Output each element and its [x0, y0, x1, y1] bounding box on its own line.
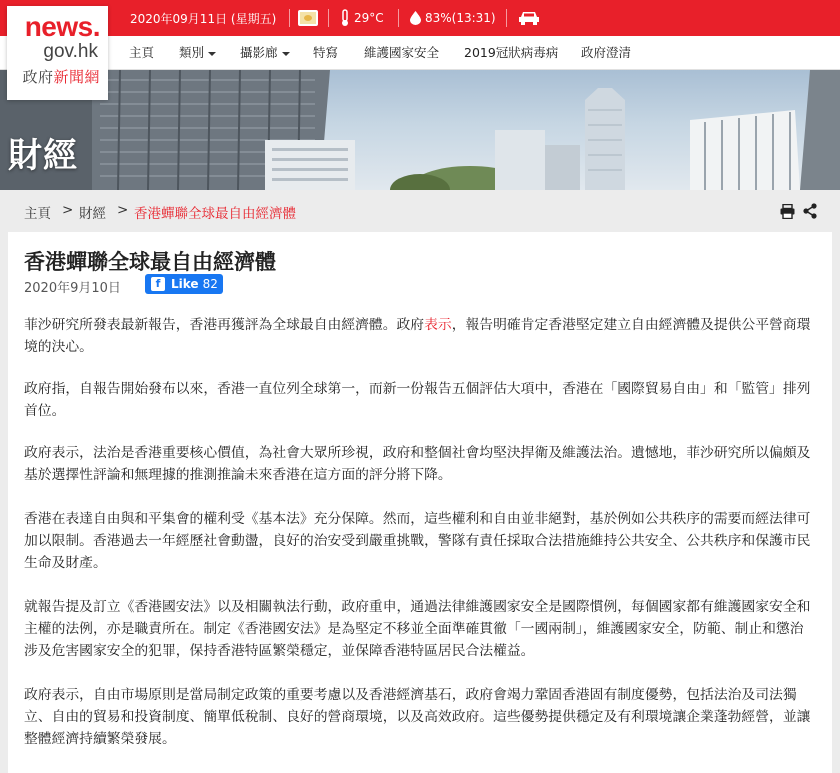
nav-item-clarifications[interactable]: 政府澄清 [581, 45, 632, 60]
logo-govhk-text: gov.hk [43, 41, 98, 62]
article-body [8, 232, 832, 773]
temperature-text: 29°C [354, 11, 384, 25]
chevron-down-icon [282, 52, 290, 56]
paragraph-5: 就報告提及訂立《香港國安法》以及相關執法行動，政府重申，通過法律維護國家安全是國際慣例，每個國家都有維護國家安全和主權的法例，亦是職責所在。制定《香港國安法》是為堅定不移並全面準確貫徹「一國兩制」，維護國家安全，防範、制止和懲治涉及危害國家安全的犯罪，保持香港特區繁榮穩定，並保障香港特區居民合法權益。 [24, 599, 811, 659]
article-date: 2020年9月10日 [24, 281, 121, 296]
nav-item-covid19[interactable]: 2019冠狀病毒病 [464, 45, 559, 60]
section-banner-image [0, 70, 840, 190]
breadcrumb-section[interactable]: 財經 [79, 206, 106, 222]
breadcrumb-current: 香港蟬聯全球最自由經濟體 [134, 206, 296, 222]
nav-item-home[interactable]: 主頁 [129, 45, 155, 60]
facebook-like-button[interactable]: f Like 82 [145, 274, 223, 294]
humidity-drop-icon [410, 11, 421, 25]
facebook-icon: f [151, 277, 165, 291]
print-icon[interactable] [780, 204, 795, 219]
chevron-down-icon [208, 52, 216, 56]
paragraph-6: 政府表示，自由市場原則是當局制定政策的重要考慮以及香港經濟基石，政府會竭力鞏固香港固有制度優勢，包括法治及司法獨立、自由的貿易和投資制度、簡單低稅制、良好的營商環境，以及高效政府。這些優勢提供穩定及有利環境讓企業蓬勃經營，並讓整體經濟持續繁榮發展。 [24, 687, 811, 747]
divider [506, 9, 507, 27]
logo-chinese-text: 政府新聞網 [22, 68, 100, 86]
paragraph-2: 政府指，自報告開始發布以來，香港一直位列全球第一，而新一份報告五個評估大項中，香港在「國際貿易自由」和「監管」排列首位。 [24, 381, 811, 419]
humidity-text: 83%(13:31) [425, 11, 496, 25]
divider [289, 9, 290, 27]
breadcrumb-separator: > [117, 202, 129, 218]
thermometer-icon [340, 9, 350, 27]
divider [398, 9, 399, 27]
breadcrumb [8, 190, 832, 232]
section-title: 財經 [8, 136, 78, 176]
top-info-bar [0, 0, 840, 36]
like-count: 82 [202, 277, 218, 291]
date-display [130, 0, 276, 36]
paragraph-4: 香港在表達自由與和平集會的權利受《基本法》充分保障。然而，這些權利和自由並非絕對，基於例如公共秩序的需要而經法律可加以限制。香港過去一年經歷社會動盪，良好的治安受到嚴重挑戰，警隊有責任採取合法措施維持公共安全、公共秩序和保護市民生命及財產。 [24, 511, 811, 571]
statement-link[interactable]: 表示 [424, 317, 452, 333]
share-icon[interactable] [803, 203, 817, 219]
article-title: 香港蟬聯全球最自由經濟體 [24, 250, 276, 274]
logo-news-text: news. [24, 11, 100, 42]
date-text: 2020年09月11日 (星期五) [130, 11, 277, 26]
nav-item-photo-gallery[interactable]: 攝影廊 [240, 36, 290, 70]
site-logo[interactable] [7, 6, 108, 100]
paragraph-1: 菲沙研究所發表最新報告，香港再獲評為全球最自由經濟體。政府表示，報告明確肯定香港堅定建立自由經濟體及提供公平營商環境的決心。 [24, 317, 811, 355]
temperature-display [340, 0, 384, 36]
nav-item-features[interactable]: 特寫 [313, 45, 339, 60]
divider [328, 9, 329, 27]
nav-item-categories[interactable]: 類別 [179, 36, 216, 70]
humidity-display [410, 0, 496, 36]
city-skyline-illustration [0, 70, 840, 190]
paragraph-3: 政府表示，法治是香港重要核心價值，為社會大眾所珍視，政府和整個社會均堅決捍衛及維護法治。遺憾地，菲沙研究所以偏頗及基於選擇性評論和無理據的推測推論未來香港在這方面的評分將下降。 [24, 445, 811, 483]
main-nav [0, 36, 840, 70]
nav-item-national-security[interactable]: 維護國家安全 [364, 45, 440, 60]
weather-icon[interactable] [298, 0, 318, 36]
breadcrumb-home[interactable]: 主頁 [24, 206, 51, 222]
traffic-car-icon[interactable] [517, 0, 541, 36]
breadcrumb-separator: > [62, 202, 74, 218]
